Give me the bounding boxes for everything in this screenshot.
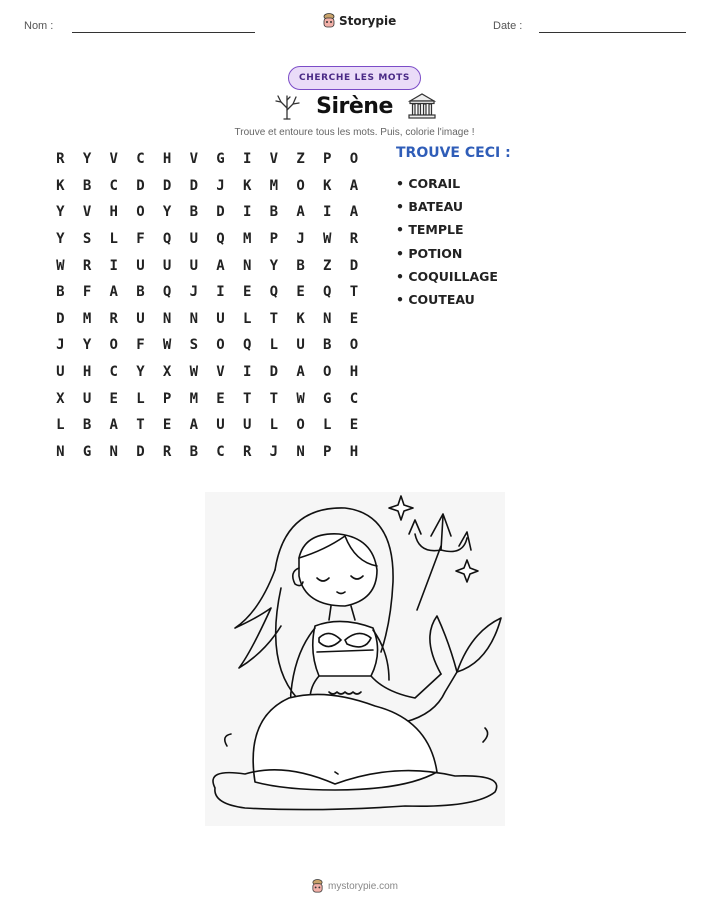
grid-letter: D [349,257,359,274]
grid-letter: D [189,177,198,194]
grid-letter: P [323,443,332,460]
grid-letter: U [56,364,65,381]
grid-letter: G [323,390,332,407]
grid-letter: Y [162,204,172,221]
grid-letter: Y [56,231,65,248]
mermaid-illustration [205,492,505,826]
grid-letter: N [56,443,65,460]
grid-letter: W [162,337,172,354]
word-list-item: • POTION [396,245,463,261]
grid-letter: U [136,310,145,327]
grid-letter: B [323,337,332,354]
grid-letter: H [349,443,359,460]
grid-letter: R [242,443,252,460]
grid-letter: B [82,177,92,194]
grid-letter: F [82,284,92,301]
word-search-grid [47,146,367,465]
grid-letter: B [189,204,198,221]
grid-letter: I [242,204,252,221]
grid-letter: K [323,177,332,194]
grid-letter: V [216,364,225,381]
word-list-item: • CORAIL [396,176,461,192]
grid-letter: U [216,417,225,434]
grid-letter: V [189,151,198,168]
grid-letter: A [109,284,118,301]
grid-letter: M [269,177,279,194]
temple-icon [407,92,437,120]
grid-letter: Y [82,337,92,354]
grid-letter: N [323,310,332,327]
grid-letter: W [189,364,198,381]
grid-letter: E [216,390,225,407]
grid-letter: C [109,177,118,194]
grid-letter: G [216,151,225,168]
grid-letter: C [109,364,118,381]
grid-letter: M [242,231,252,248]
grid-letter: D [136,443,145,460]
storypie-mascot-icon [322,13,336,29]
grid-letter: K [242,177,252,194]
footer-url: mystorypie.com [327,881,398,892]
grid-letter: R [349,231,359,248]
grid-letter: O [349,151,359,168]
date-line [539,32,686,33]
mermaid-coloring-image [205,492,505,826]
grid-letter: A [349,204,359,221]
grid-letter: E [349,417,359,434]
grid-letter: I [109,257,118,274]
grid-letter: P [269,231,279,248]
grid-letter: L [56,417,65,434]
grid-letter: U [189,231,198,248]
grid-letter: Q [216,231,225,248]
grid-letter: A [296,364,305,381]
grid-letter: L [136,390,145,407]
grid-letter: S [189,337,198,354]
grid-letter: N [189,310,198,327]
grid-letter: Q [323,284,332,301]
grid-letter: B [189,443,198,460]
grid-letter: Q [162,231,172,248]
grid-letter: T [269,310,279,327]
grid-letter: V [269,151,279,168]
grid-letter: C [136,151,145,168]
storypie-mascot-icon [311,879,324,894]
grid-letter: W [323,231,332,248]
grid-letter: P [162,390,172,407]
brand-name: Storypie [339,14,397,28]
grid-letter: A [349,177,359,194]
grid-letter: H [162,151,172,168]
grid-letter: K [296,310,305,327]
grid-letter: U [242,417,252,434]
grid-letter: I [216,284,225,301]
grid-letter: G [82,443,92,460]
grid-letter: B [296,257,305,274]
grid-letter: H [82,364,92,381]
grid-letter: E [109,390,118,407]
grid-letter: E [296,284,305,301]
grid-letter: U [296,337,305,354]
grid-letter: Z [323,257,332,274]
activity-badge: CHERCHE LES MOTS [288,66,421,90]
grid-letter: M [82,310,92,327]
grid-letter: U [162,257,172,274]
grid-letter: O [136,204,145,221]
grid-letter: D [162,177,172,194]
grid-letter: A [189,417,198,434]
grid-letter: B [82,417,92,434]
grid-letter: J [269,443,279,460]
grid-letter: Y [136,364,145,381]
grid-letter: Y [56,204,65,221]
grid-letter: R [82,257,92,274]
grid-letter: K [56,177,65,194]
grid-letter: L [109,231,118,248]
grid-letter: E [349,310,359,327]
grid-letter: T [242,390,252,407]
grid-letter: U [189,257,198,274]
grid-letter: R [162,443,172,460]
name-label: Nom : [24,20,54,32]
grid-letter: F [136,337,145,354]
grid-letter: J [216,177,225,194]
grid-letter: L [323,417,332,434]
grid-letter: B [136,284,145,301]
instructions: Trouve et entoure tous les mots. Puis, colorie l'image ! [234,127,475,138]
grid-letter: T [136,417,145,434]
word-list [396,172,498,311]
grid-letter: X [162,364,172,381]
word-list-item: • COUTEAU [396,292,475,308]
grid-letter: H [349,364,359,381]
grid-letter: Y [82,151,92,168]
grid-letter: B [56,284,65,301]
grid-letter: L [269,417,279,434]
grid-letter: N [162,310,172,327]
grid-letter: M [189,390,198,407]
grid-letter: W [296,390,305,407]
grid-letter: A [216,257,225,274]
grid-letter: F [136,231,145,248]
grid-letter: E [242,284,252,301]
grid-letter: E [162,417,172,434]
grid-letter: Q [242,337,252,354]
grid-letter: U [136,257,145,274]
title-row [0,92,709,120]
word-list-item: • TEMPLE [396,222,464,238]
grid-letter: P [323,151,332,168]
word-list-item: • BATEAU [396,199,464,215]
grid-letter: V [109,151,118,168]
grid-letter: J [296,231,305,248]
grid-letter: N [109,443,118,460]
grid-letter: H [109,204,118,221]
grid-letter: R [56,151,65,168]
page-title: Sirène [316,93,393,119]
brand-logo [322,13,396,29]
grid-letter: I [242,364,252,381]
grid-letter: Z [296,151,305,168]
grid-letter: Y [269,257,279,274]
grid-letter: O [349,337,359,354]
grid-letter: U [216,310,225,327]
grid-letter: B [269,204,279,221]
coral-icon [272,92,302,120]
grid-letter: R [109,310,118,327]
grid-letter: C [349,390,359,407]
grid-letter: D [216,204,225,221]
grid-letter: C [216,443,225,460]
grid-letter: I [242,151,252,168]
grid-letter: O [109,337,118,354]
grid-letter: T [349,284,359,301]
grid-letter: V [82,204,92,221]
grid-letter: N [296,443,305,460]
word-list-title: TROUVE CECI : [396,145,511,161]
grid-letter: Q [269,284,279,301]
grid-letter: N [242,257,252,274]
grid-letter: S [82,231,92,248]
grid-letter: J [56,337,65,354]
grid-letter: D [56,310,65,327]
grid-letter: A [296,204,305,221]
grid-letter: O [216,337,225,354]
footer [0,879,709,894]
grid-letter: U [82,390,92,407]
grid-letter: A [109,417,118,434]
grid-letter: W [56,257,65,274]
grid-letter: D [136,177,145,194]
grid-letter: D [269,364,279,381]
grid-letter: Q [162,284,172,301]
word-list-item: • COQUILLAGE [396,268,498,284]
grid-letter: O [296,177,305,194]
name-line [72,32,255,33]
grid-letter: O [323,364,332,381]
grid-letter: X [56,390,65,407]
grid-letter: I [323,204,332,221]
grid-letter: T [269,390,279,407]
date-label: Date : [493,20,523,32]
grid-letter: L [269,337,279,354]
grid-letter: O [296,417,305,434]
grid-letter: L [242,310,252,327]
grid-letter: J [189,284,198,301]
